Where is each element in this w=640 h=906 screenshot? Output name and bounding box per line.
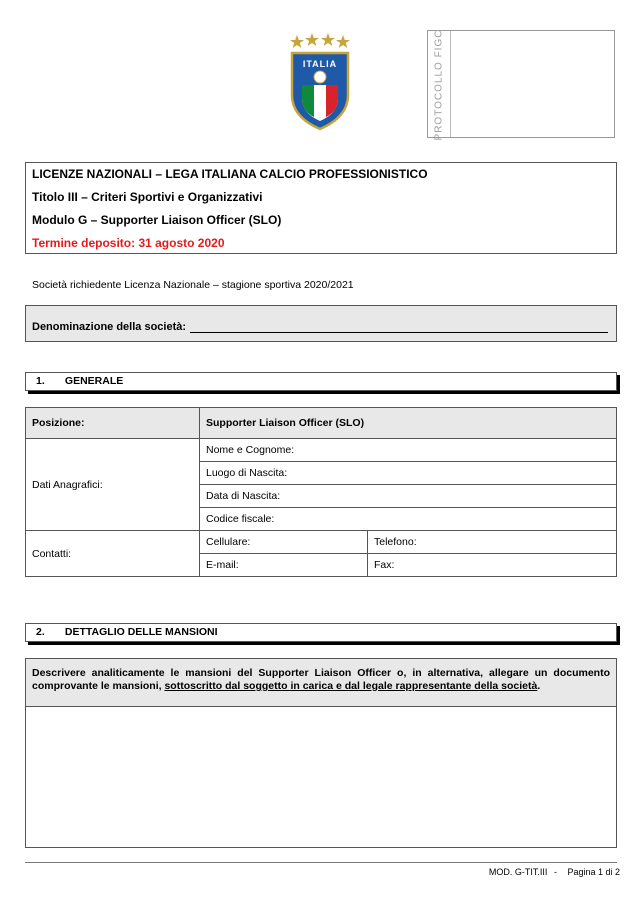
denominazione-label: Denominazione della società:: [32, 321, 187, 333]
contatti-label: Contatti:: [26, 531, 200, 577]
page-number: Pagina 1 di 2: [567, 867, 620, 877]
section-1-title: GENERALE: [64, 375, 124, 387]
cellulare-field[interactable]: Cellulare:: [200, 531, 368, 554]
nome-cognome-field[interactable]: Nome e Cognome:: [200, 439, 617, 462]
svg-text:ITALIA: ITALIA: [302, 59, 338, 69]
telefono-field[interactable]: Telefono:: [368, 531, 617, 554]
form-code: MOD. G-TIT.III: [488, 867, 548, 877]
dati-anagrafici-label: Dati Anagrafici:: [26, 439, 200, 531]
protocol-label-strip: [428, 29, 451, 141]
instruction-end: .: [537, 680, 541, 692]
section-2-title: DETTAGLIO DELLE MANSIONI: [64, 626, 218, 638]
season-text: Società richiedente Licenza Nazionale – stagione sportiva 2020/2021: [32, 279, 354, 291]
generale-table: [25, 407, 617, 577]
instruction-text: Descrivere analiticamente le mansioni del Supporter Liaison Officer o, in alternativa, allegare un documento comprovante le mansioni,: [32, 667, 610, 692]
fax-field[interactable]: Fax:: [368, 554, 617, 577]
document-header: [25, 162, 617, 254]
denominazione-input-line[interactable]: [190, 322, 608, 333]
denominazione-field[interactable]: [25, 305, 617, 342]
luogo-nascita-field[interactable]: Luogo di Nascita:: [200, 462, 617, 485]
protocol-stamp-box: [427, 29, 615, 141]
mansioni-instruction: [26, 659, 616, 707]
section-1-number: 1.: [36, 375, 45, 387]
email-field[interactable]: E-mail:: [200, 554, 368, 577]
header-line-2: Titolo III – Criteri Sportivi e Organizzativi: [32, 190, 263, 204]
header-line-3: Modulo G – Supporter Liaison Officer (SLO): [32, 213, 282, 227]
page-footer: [489, 867, 620, 877]
footer-divider: [25, 862, 617, 863]
instruction-underlined: sottoscritto dal soggetto in carica e dal legale rappresentante della società: [164, 680, 538, 692]
data-nascita-field[interactable]: Data di Nascita:: [200, 485, 617, 508]
codice-fiscale-field[interactable]: Codice fiscale:: [200, 508, 617, 531]
mansioni-box: [25, 658, 617, 848]
footer-separator: -: [553, 867, 557, 877]
section-2-header: [25, 623, 617, 642]
mansioni-text-area[interactable]: [26, 707, 616, 847]
deadline-text: Termine deposito: 31 agosto 2020: [32, 236, 225, 250]
figc-italia-crest-icon: [288, 33, 352, 131]
section-1-header: [25, 372, 617, 391]
header-line-1: LICENZE NAZIONALI – LEGA ITALIANA CALCIO PROFESSIONISTICO: [32, 167, 428, 181]
section-2-number: 2.: [36, 626, 45, 638]
position-label: Posizione:: [26, 408, 200, 439]
position-value: Supporter Liaison Officer (SLO): [200, 408, 617, 439]
protocol-label: PROTOCOLLO FIGC: [433, 29, 445, 141]
